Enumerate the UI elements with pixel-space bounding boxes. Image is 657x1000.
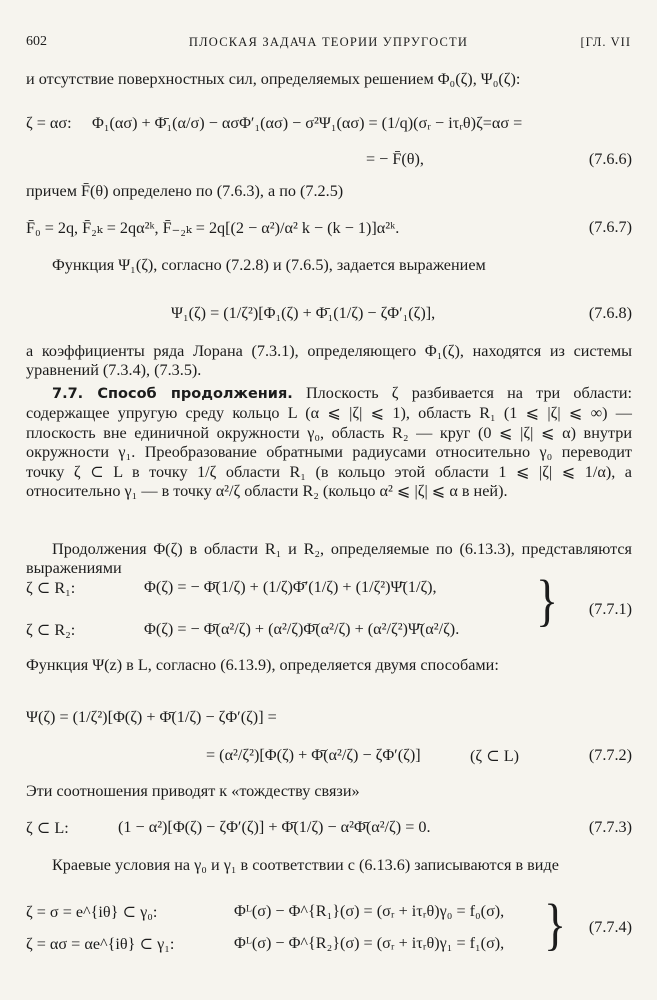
equation-lhs: ζ ⊂ L:	[26, 819, 69, 837]
equation-body: = − F̄(θ),	[366, 150, 424, 168]
equation-body: Φ₁(ασ) + Φ̄₁(α/σ) − ασΦ′₁(ασ) − σ²Ψ₁(ασ) = (1/q)(σᵣ − iτᵣθ)ζ=ασ =	[92, 114, 523, 132]
equation-lhs: ζ = ασ = αe^{iθ} ⊂ γ₁:	[26, 935, 175, 953]
section-heading: 7.7. Способ продолжения.	[52, 386, 293, 402]
equation-condition: (ζ ⊂ L)	[470, 747, 520, 765]
paragraph-7: Эти соотношения приводят к «тождеству связи»	[26, 782, 360, 800]
equation-7-7-2-number	[26, 746, 632, 776]
equation-lhs: ζ = ασ:	[26, 114, 72, 132]
equation-body: Ψ(ζ) = (1/ζ²)[Φ(ζ) + Φ̄(1/ζ) − ζΦ′(ζ)] =	[26, 708, 277, 726]
equation-body: Φᴸ(σ) − Φ^{R₂}(σ) = (σᵣ + iτᵣθ)γ₁ = f₁(σ),	[234, 934, 505, 952]
equation-7-7-4-number	[26, 918, 632, 948]
equation-7-6-7	[26, 218, 632, 248]
equation-lhs: ζ ⊂ R₁:	[26, 579, 76, 597]
brace-7-7-4: }	[544, 892, 567, 956]
paragraph-1: и отсутствие поверхностных сил, определяемых решением Φ₀(ζ), Ψ₀(ζ):	[26, 70, 521, 88]
section-7-7	[26, 384, 632, 501]
paragraph-3: Функция Ψ₁(ζ), согласно (7.2.8) и (7.6.5), задается выражением	[52, 256, 486, 274]
equation-7-7-3	[26, 818, 632, 848]
chapter-marker: [ГЛ. VII	[580, 35, 631, 49]
equation-body: Φ(ζ) = − Φ̄(α²/ζ) + (α²/ζ)Φ̄(α²/ζ) + (α²/ζ²)Ψ̄(α²/ζ).	[144, 620, 460, 638]
equation-number: (7.7.1)	[588, 600, 632, 618]
equation-body: Φᴸ(σ) − Φ^{R₁}(σ) = (σᵣ + iτᵣθ)γ₀ = f₀(σ),	[234, 902, 505, 920]
brace-7-7-1: }	[536, 568, 559, 632]
equation-number: (7.6.6)	[588, 150, 632, 168]
section-text: Плоскость ζ разбивается на три области: содержащее упругую среду кольцо L (α ⩽ |ζ| ⩽ 1), область R₁ (1 ⩽ |ζ| ⩽ ∞) — плоскость вне единичной окружности γ₀, область R₂ — круг (0 ⩽ |ζ| ⩽ α) внутри окружности γ₁. Преобразование обратными радиусами относительно γ₀ переводит точку ζ ⊂ L в точку 1/ζ области R₁ (в кольцо этой области 1 ⩽ |ζ| ⩽ 1/α), а относительно γ₁ — в точку α²/ζ области R₂ (кольцо α² ⩽ |ζ| ⩽ α в ней).	[26, 384, 633, 501]
paragraph-4: а коэффициенты ряда Лорана (7.3.1), определяющего Φ₁(ζ), находятся из системы уравнений (7.3.4), (7.3.5).	[26, 342, 632, 380]
equation-7-6-6-line1	[26, 114, 632, 144]
equation-number: (7.6.8)	[588, 304, 632, 322]
equation-7-6-8	[26, 304, 632, 334]
equation-body: Φ(ζ) = − Φ̄(1/ζ) + (1/ζ)Φ̄′(1/ζ) + (1/ζ²)Ψ̄(1/ζ),	[144, 578, 437, 596]
paragraph-2: причем F̄(θ) определено по (7.6.3), а по (7.2.5)	[26, 182, 344, 200]
paragraph-8: Краевые условия на γ₀ и γ₁ в соответствии с (6.13.6) записываются в виде	[52, 856, 559, 874]
paragraph-6: Функция Ψ(z) в L, согласно (6.13.9), определяется двумя способами:	[26, 656, 499, 674]
running-title: ПЛОСКАЯ ЗАДАЧА ТЕОРИИ УПРУГОСТИ	[188, 35, 469, 49]
equation-body: (1 − α²)[Φ(ζ) − ζΦ′(ζ)] + Φ̄(1/ζ) − α²Φ̄(α²/ζ) = 0.	[118, 818, 431, 836]
page-number: 602	[26, 34, 47, 49]
equation-lhs: ζ ⊂ R₂:	[26, 621, 76, 639]
equation-number: (7.7.3)	[588, 818, 632, 836]
equation-7-7-2-line1	[26, 708, 632, 738]
running-header	[26, 34, 631, 52]
equation-number: (7.6.7)	[588, 218, 632, 236]
paragraph-5: Продолжения Φ(ζ) в области R₁ и R₂, определяемые по (6.13.3), представляются выражениями	[26, 540, 632, 578]
equation-number: (7.7.2)	[588, 746, 632, 764]
equation-7-7-1-number	[26, 600, 632, 630]
equation-body: = (α²/ζ²)[Φ(ζ) + Φ̄(α²/ζ) − ζΦ′(ζ)]	[206, 746, 421, 764]
equation-body: F̄₀ = 2q, F̄₂ₖ = 2qα²ᵏ, F̄₋₂ₖ = 2q[(2 − α²)/α² k − (k − 1)]α²ᵏ.	[26, 219, 400, 237]
equation-body: Ψ₁(ζ) = (1/ζ²)[Φ₁(ζ) + Φ̄₁(1/ζ) − ζΦ′₁(ζ)],	[171, 304, 436, 322]
equation-7-6-6-line2	[26, 150, 632, 180]
equation-number: (7.7.4)	[588, 918, 632, 936]
equation-lhs: ζ = σ = e^{iθ} ⊂ γ₀:	[26, 903, 158, 921]
